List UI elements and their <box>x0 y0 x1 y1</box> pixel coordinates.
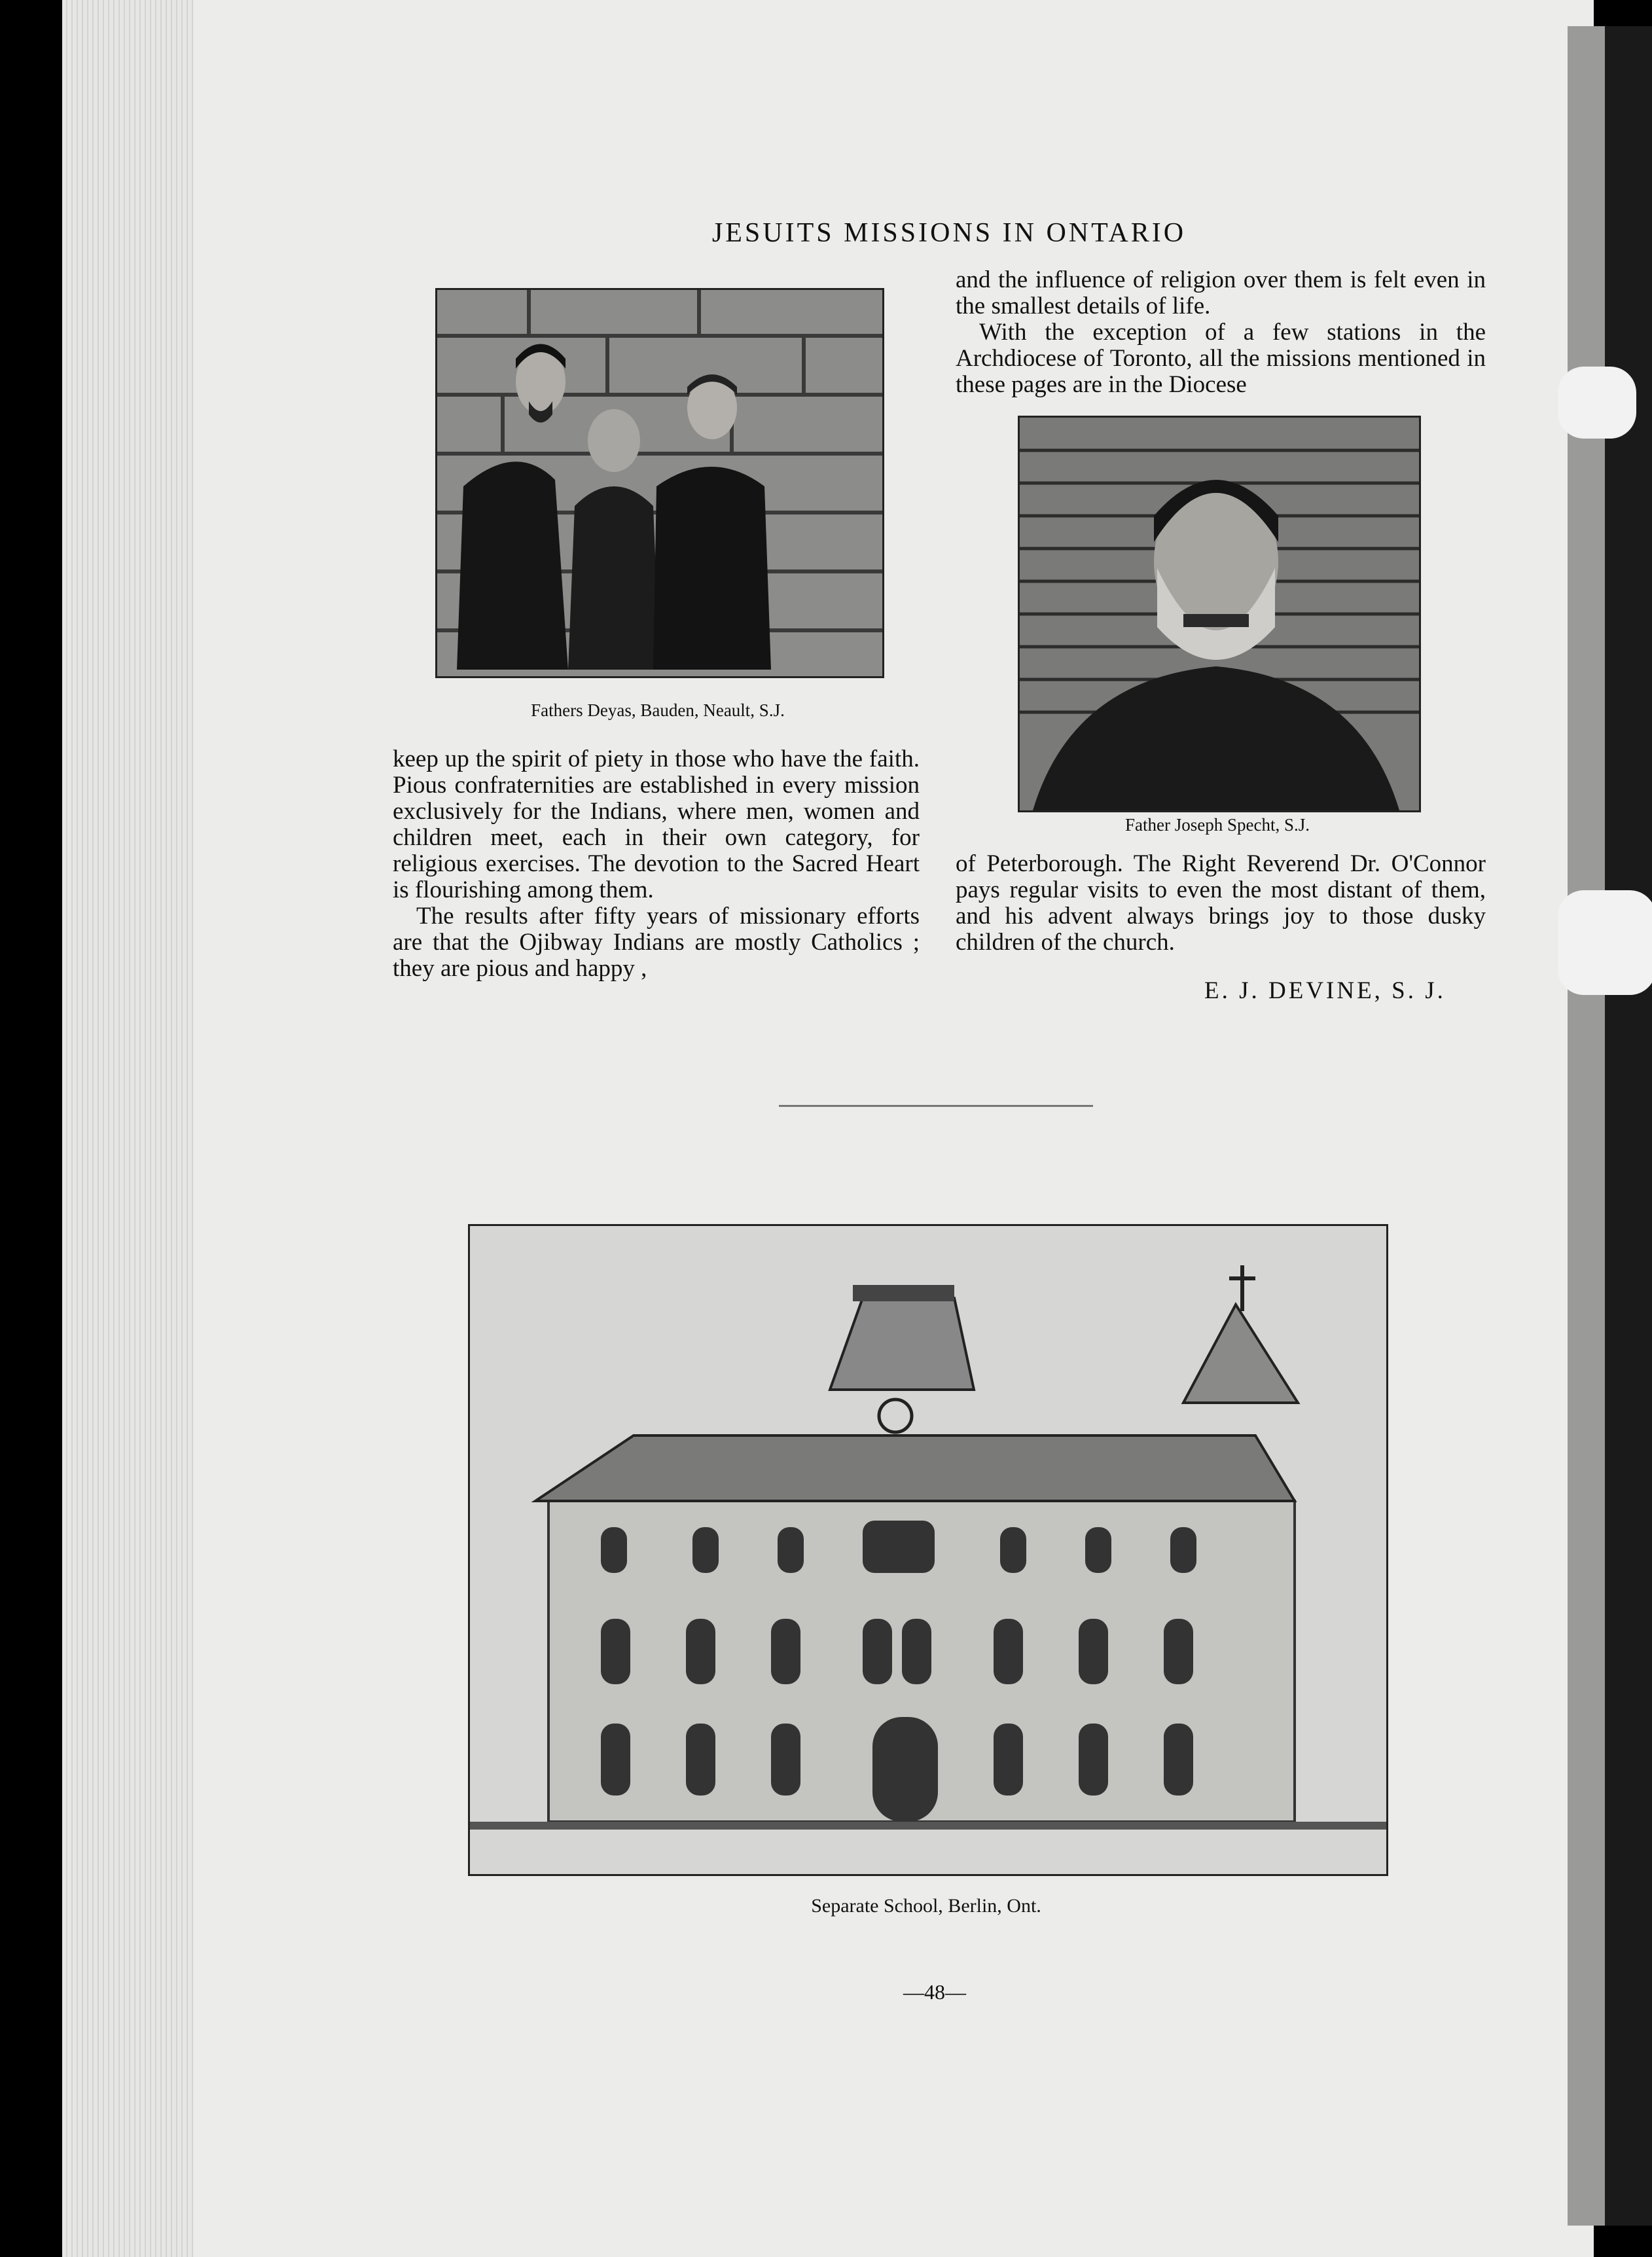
paper-scrap <box>1558 367 1636 439</box>
illustration-separate-school <box>468 1224 1388 1876</box>
book-gutter <box>1568 26 1607 2226</box>
left-paragraph-1: keep up the spirit of piety in those who have the faith. Pious confraternities are established in every mission exclusively for the Indians, where men, women and children meet, each in their own category, for religious exercises. The devotion to the Sacred Heart is flourishing among them. <box>393 746 920 903</box>
right-paragraph-1: and the influence of religion over them is felt even in the smallest details of life. <box>956 266 1486 319</box>
photo-three-fathers <box>435 288 884 678</box>
caption-three-fathers: Fathers Deyas, Bauden, Neault, S.J. <box>531 700 785 720</box>
section-rule <box>779 1105 1093 1107</box>
paper-scrap <box>1558 890 1652 995</box>
left-paragraph-2: The results after fifty years of missionary efforts are that the Ojibway Indians are mostly Catholics ; they are pious and happy , <box>393 903 920 982</box>
left-column <box>393 746 920 982</box>
page-edge-stack <box>62 0 193 2257</box>
author-signature: E. J. DEVINE, S. J. <box>1204 977 1446 1004</box>
caption-father-specht: Father Joseph Specht, S.J. <box>1125 815 1310 835</box>
right-column-bottom <box>956 851 1486 956</box>
right-paragraph-2: With the exception of a few stations in the Archdiocese of Toronto, all the missions mentioned in these pages are in the Diocese <box>956 319 1486 398</box>
right-column-top <box>956 267 1486 398</box>
photo-father-specht <box>1018 416 1421 812</box>
caption-separate-school: Separate School, Berlin, Ont. <box>811 1895 1041 1917</box>
page-number: —48— <box>903 1980 966 2004</box>
running-head: JESUITS MISSIONS IN ONTARIO <box>711 218 1187 248</box>
right-paragraph-3: of Peterborough. The Right Reverend Dr. O'Connor pays regular visits to even the most distant of them, and his advent always brings joy to those dusky children of the church. <box>956 850 1486 956</box>
book-gutter-dark <box>1605 26 1652 2226</box>
